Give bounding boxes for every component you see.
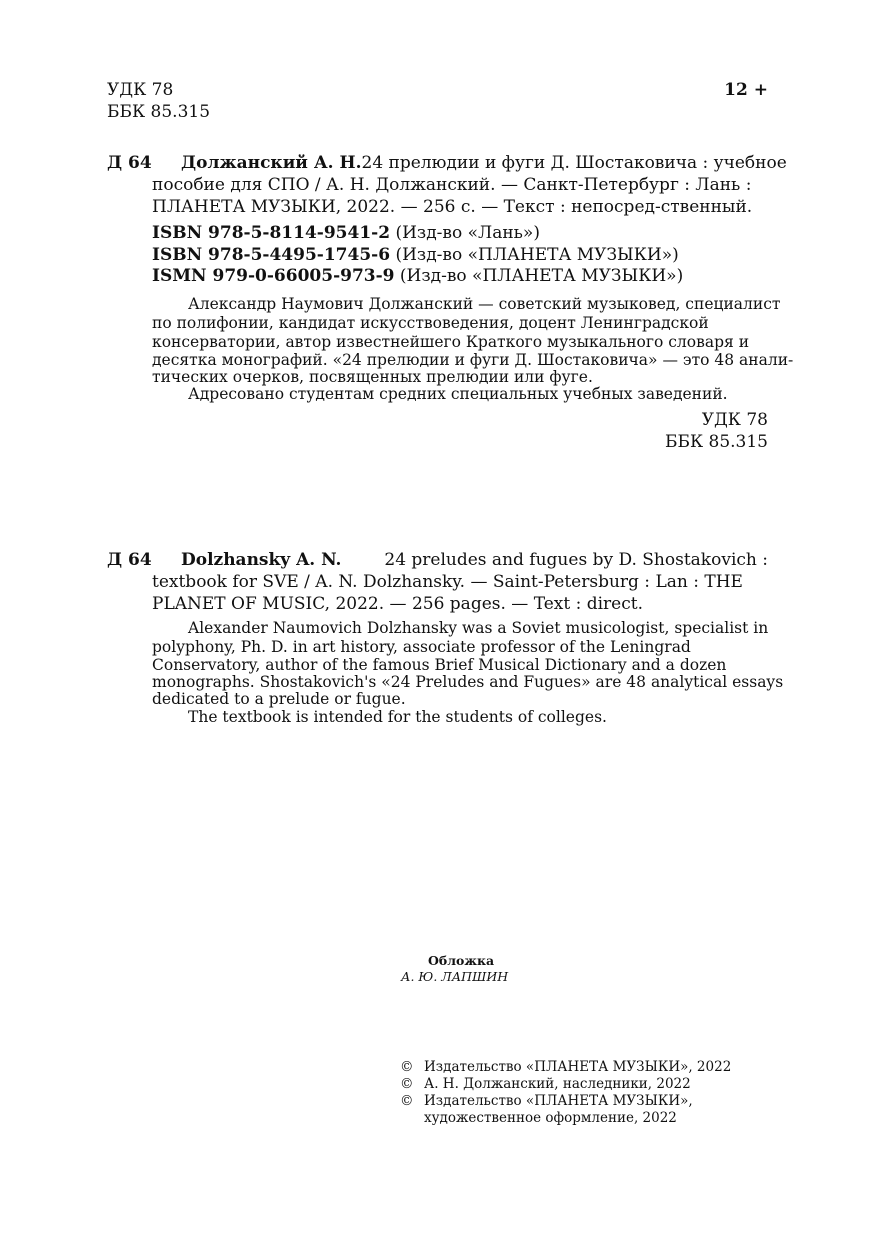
bbk-top: ББК 85.315 (107, 102, 211, 122)
abstract-ru-line: по полифонии, кандидат искусствоведения, доцент Ленинградской (152, 314, 709, 332)
copyright-line (400, 1076, 691, 1093)
abstract-en-line: Conservatory, author of the famous Brief Musical Dictionary and a dozen (152, 656, 727, 674)
isbn-line (152, 244, 679, 266)
abstract-ru-line: консерватории, автор известнейшего Краткого музыкального словаря и (152, 333, 750, 351)
record-line-en-3: PLANET OF MUSIC, 2022. — 256 pages. — Text : direct. (152, 594, 643, 614)
abstract-en-line: dedicated to a prelude or fugue. (152, 690, 406, 708)
copyright-text: А. Н. Должанский, наследники, 2022 (424, 1076, 691, 1092)
copyright-line (400, 1093, 693, 1110)
copyright-icon: © (400, 1076, 414, 1092)
audience-ru: Адресовано студентам средних специальных учебных заведений. (188, 385, 728, 403)
ismn-line (152, 265, 683, 287)
record-title-ru (181, 152, 787, 174)
isbn-publisher: (Изд-во «ПЛАНЕТА МУЗЫКИ») (395, 245, 679, 265)
title-ru: 24 прелюдии и фуги Д. Шостаковича : учебное (361, 153, 787, 173)
record-title-en (181, 549, 768, 571)
copyright-text: Издательство «ПЛАНЕТА МУЗЫКИ», 2022 (424, 1059, 732, 1075)
title-en: 24 preludes and fugues by D. Shostakovich : (384, 550, 768, 570)
cover-label: Обложка (428, 953, 495, 968)
author-en: Dolzhansky A. N. (181, 550, 342, 570)
cover-artist: А. Ю. ЛАПШИН (401, 969, 509, 984)
abstract-en-line: Alexander Naumovich Dolzhansky was a Soviet musicologist, specialist in (188, 619, 769, 637)
abstract-en-line: monographs. Shostakovich's «24 Preludes and Fugues» are 48 analytical essays (152, 673, 784, 691)
isbn-line (152, 222, 540, 244)
abstract-en-line: polyphony, Ph. D. in art history, associate professor of the Leningrad (152, 638, 691, 656)
record-line-ru-3: ПЛАНЕТА МУЗЫКИ, 2022. — 256 с. — Текст : непосред-ственный. (152, 197, 753, 217)
record-line-en-2: textbook for SVE / A. N. Dolzhansky. — Saint-Petersburg : Lan : THE (152, 572, 743, 592)
author-code-ru: Д 64 (107, 153, 152, 173)
abstract-ru-line: Александр Наумович Должанский — советский музыковед, специалист (188, 295, 781, 313)
author-ru: Должанский А. Н. (181, 153, 362, 173)
copyright-icon: © (400, 1093, 414, 1109)
copyright-line (400, 1059, 731, 1076)
copyright-text: Издательство «ПЛАНЕТА МУЗЫКИ», (424, 1093, 693, 1109)
bbk-ru: ББК 85.315 (664, 432, 768, 452)
abstract-ru-line: тических очерков, посвященных прелюдии или фуге. (152, 368, 593, 386)
isbn-code: ISBN 978-5-8114-9541-2 (152, 223, 391, 243)
udk-ru: УДК 78 (701, 410, 768, 430)
copyright-continuation: художественное оформление, 2022 (424, 1110, 677, 1126)
record-line-ru-2: пособие для СПО / А. Н. Должанский. — Санкт-Петербург : Лань : (152, 175, 752, 195)
author-code-en: Д 64 (107, 550, 152, 570)
udk-top: УДК 78 (107, 80, 174, 100)
abstract-ru-line: десятка монографий. «24 прелюдии и фуги Д. Шостаковича» — это 48 анали- (152, 351, 794, 369)
copyright-icon: © (400, 1059, 414, 1075)
isbn-publisher: (Изд-во «Лань») (395, 223, 540, 243)
audience-en: The textbook is intended for the students of colleges. (188, 708, 607, 726)
ismn-publisher: (Изд-во «ПЛАНЕТА МУЗЫКИ») (399, 266, 684, 286)
ismn-code: ISMN 979-0-66005-973-9 (152, 266, 395, 286)
isbn-code: ISBN 978-5-4495-1745-6 (152, 245, 391, 265)
age-rating: 12 + (724, 80, 768, 100)
